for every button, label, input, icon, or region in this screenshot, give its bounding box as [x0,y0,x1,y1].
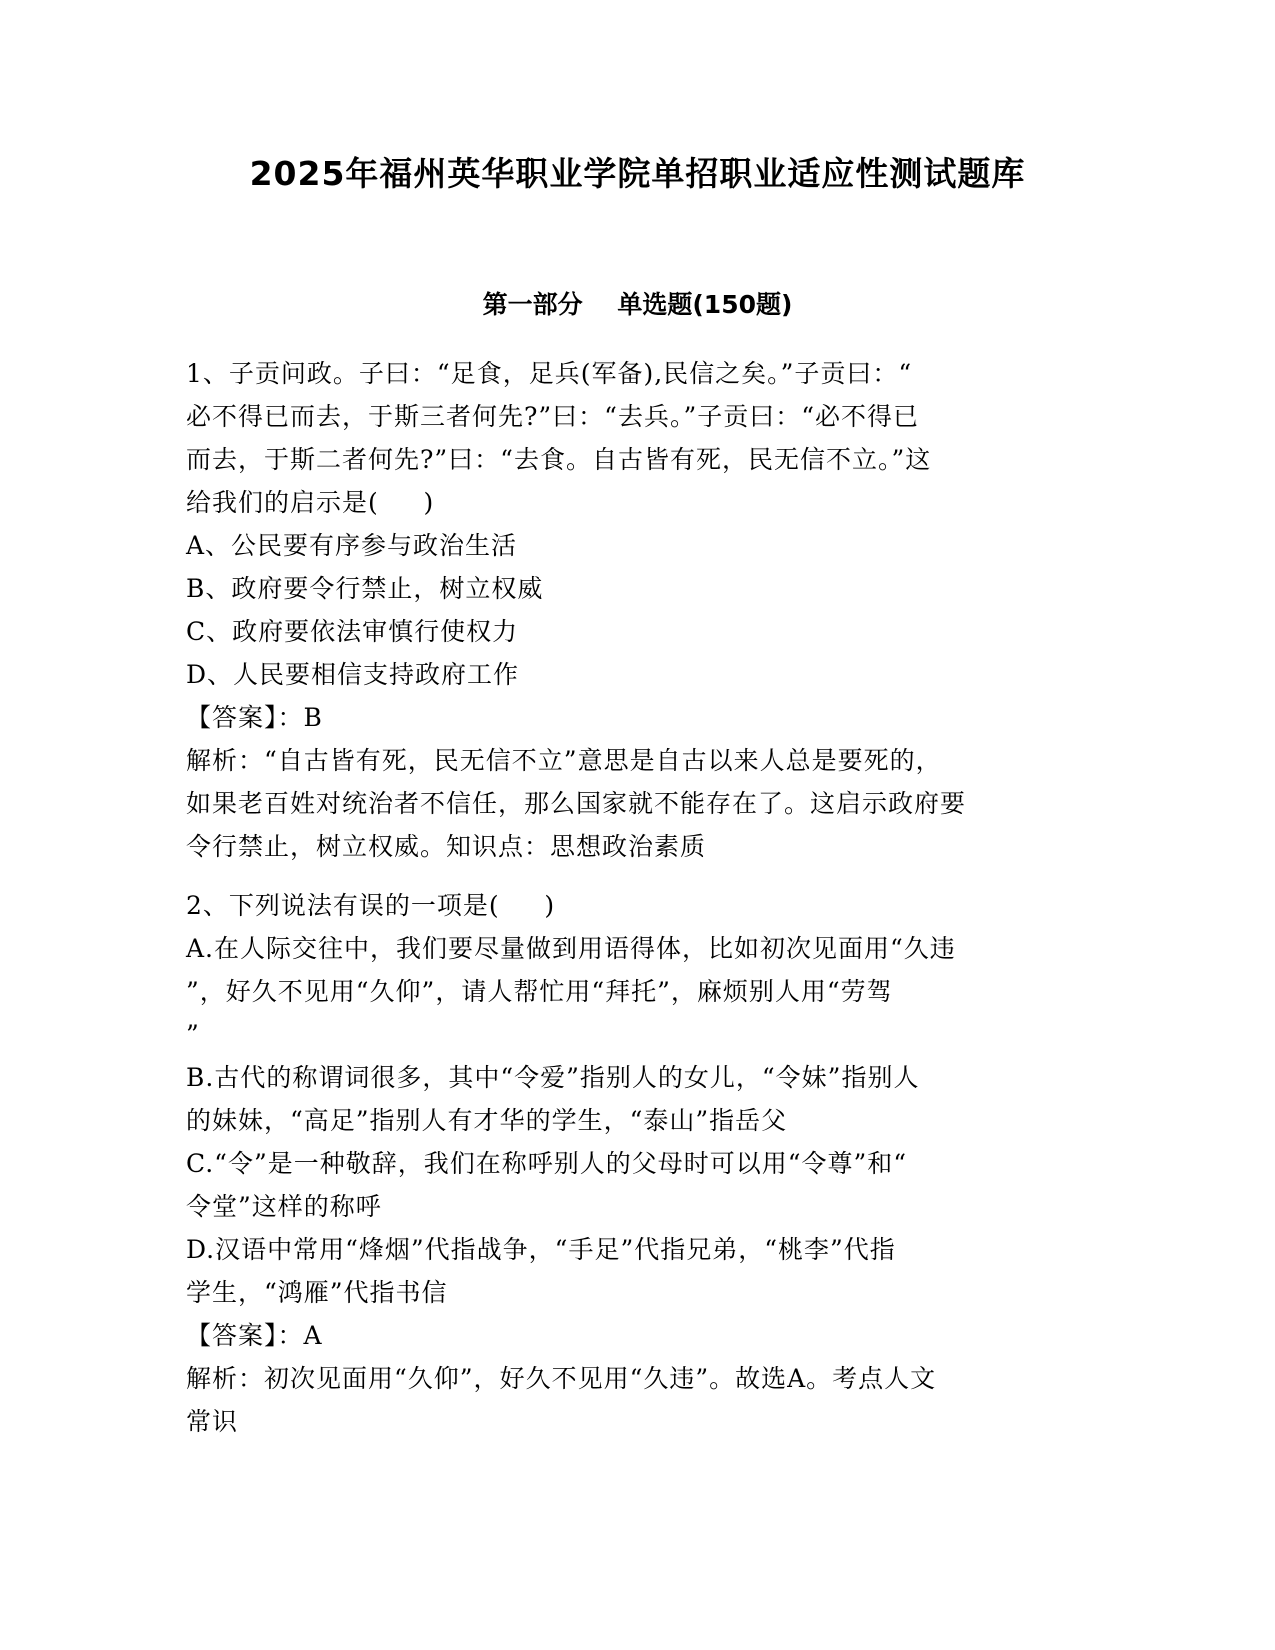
question-stem-line: 1、子贡问政。子曰：“足食，足兵(军备),民信之矣。”子贡曰：“ [186,359,913,388]
question-stem-line: 而去，于斯二者何先?”曰：“去食。自古皆有死，民无信不立。”这 [186,445,932,474]
question-block-1 [186,352,1086,868]
question-stem-line: 给我们的启示是( ) [186,488,435,517]
question-stem-line: 必不得已而去，于斯三者何先?”曰：“去兵。”子贡曰：“必不得已 [186,402,920,431]
option-d-line: D.汉语中常用“烽烟”代指战争，“手足”代指兄弟，“桃李”代指 [186,1235,896,1264]
option-b-line: B.古代的称谓词很多，其中“令爱”指别人的女儿，“令妹”指别人 [186,1063,920,1092]
option-b-line: 的妹妹，“高足”指别人有才华的学生，“泰山”指岳父 [186,1106,788,1135]
analysis-line: 解析：“自古皆有死，民无信不立”意思是自古以来人总是要死的， [186,746,942,775]
option-d-line: 学生，“鸿雁”代指书信 [186,1278,448,1307]
option-a-line: ” [186,1020,200,1049]
document-title: 2025年福州英华职业学院单招职业适应性测试题库 [249,154,1026,193]
option-d: D、人民要相信支持政府工作 [186,660,520,689]
option-c-line: 令堂”这样的称呼 [186,1192,382,1221]
analysis-line: 如果老百姓对统治者不信任，那么国家就不能存在了。这启示政府要 [186,789,967,818]
analysis-line: 令行禁止，树立权威。知识点：思想政治素质 [186,832,707,861]
analysis-line: 常识 [186,1407,239,1436]
option-a: A、公民要有序参与政治生活 [186,531,518,560]
option-c: C、政府要依法审慎行使权力 [186,617,519,646]
option-c-line: C.“令”是一种敬辞，我们在称呼别人的父母时可以用“令尊”和“ [186,1149,908,1178]
analysis-line: 解析：初次见面用“久仰”，好久不见用“久违”。故选A。考点人文 [186,1364,937,1393]
option-a-line: ”，好久不见用“久仰”，请人帮忙用“拜托”，麻烦别人用“劳驾 [186,977,893,1006]
answer-line: 【答案】：A [186,1321,323,1350]
option-a-line: A.在人际交往中，我们要尽量做到用语得体，比如初次见面用“久违 [186,934,956,963]
option-b: B、政府要令行禁止，树立权威 [186,574,544,603]
section-title: 第一部分 单选题(150题) [482,290,793,319]
question-block-2 [186,884,1086,1443]
question-stem-line: 2、下列说法有误的一项是( ) [186,891,556,920]
answer-line: 【答案】：B [186,703,323,732]
